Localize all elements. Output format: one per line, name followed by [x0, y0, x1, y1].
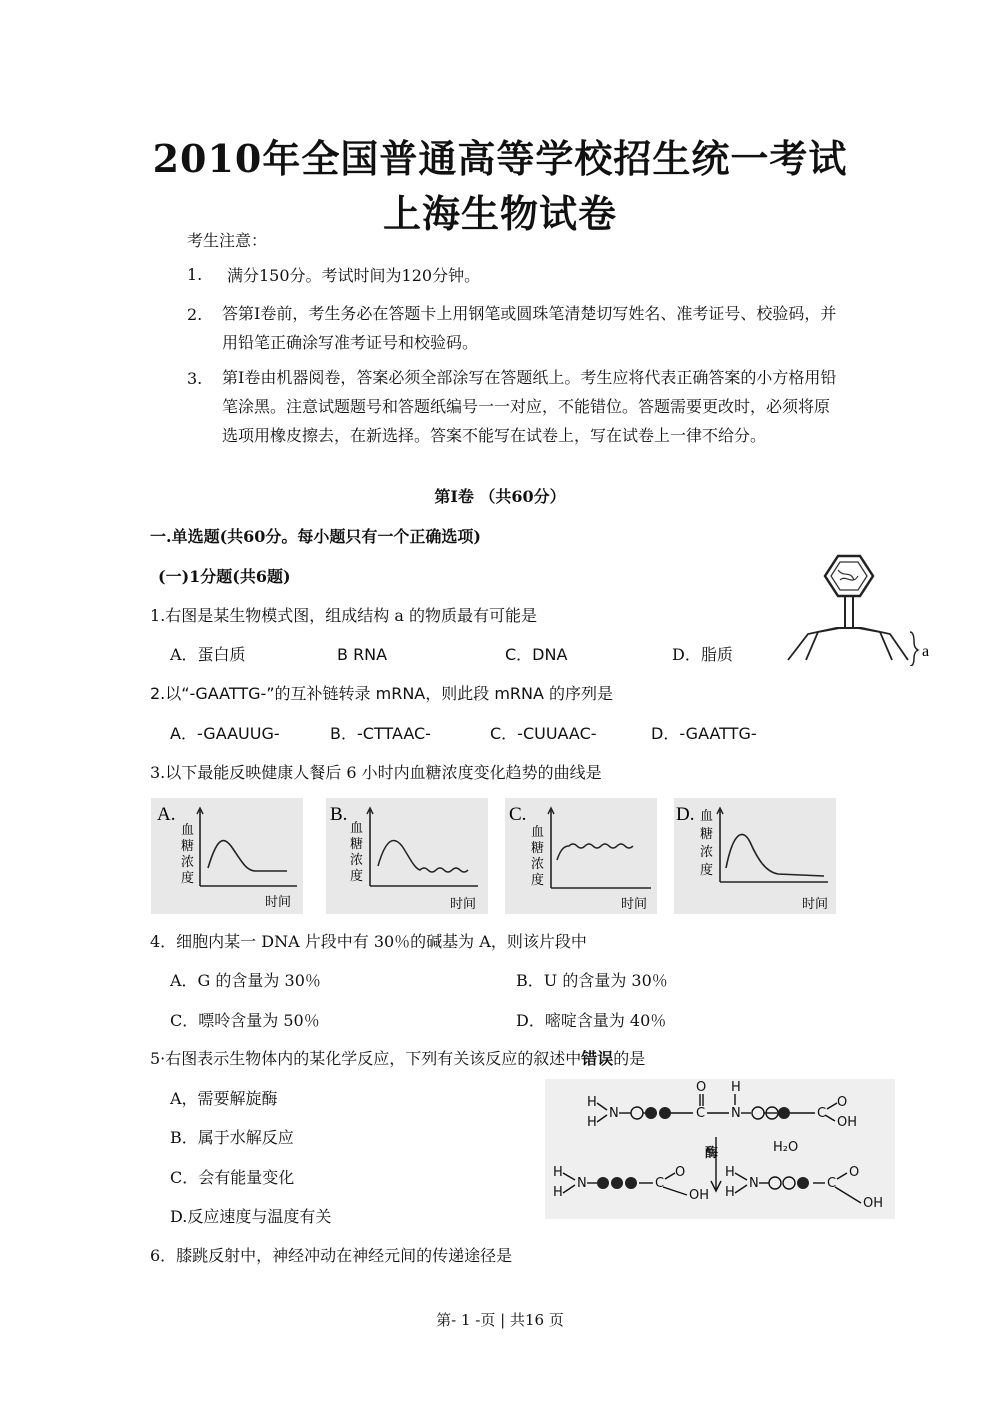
- bottom-o1: O: [675, 1165, 686, 1180]
- notice-item-1-num: 1.: [187, 265, 203, 284]
- q3-graph-d-y1: 血: [700, 809, 714, 824]
- q2-stem: 2.以“-GAATTG-”的互补链转录 mRNA，则此段 mRNA 的序列是: [150, 684, 614, 703]
- q3-graph-d: [674, 798, 836, 914]
- bottom-c1: C: [655, 1176, 665, 1191]
- page-footer: 第- 1 -页 | 共16 页: [436, 1311, 564, 1329]
- bottom-n1: N: [577, 1176, 587, 1191]
- notice-item-2-num: 2.: [187, 305, 203, 324]
- q2-option-b: B．-CTTAAC-: [330, 724, 431, 743]
- figure-label-a: a: [922, 643, 930, 660]
- bottom-o2: O: [849, 1165, 860, 1180]
- q3-graph-a-x: 时间: [265, 895, 292, 910]
- q3-graph-d-y2: 糖: [700, 827, 714, 842]
- q1-option-d: D．脂质: [672, 645, 733, 664]
- q2-option-d: D．-GAATTG-: [651, 724, 757, 743]
- q3-graph-a-y4: 度: [181, 871, 195, 886]
- q3-graph-c-x: 时间: [621, 897, 648, 912]
- bottom-oh2: OH: [863, 1196, 884, 1211]
- q5-option-d: D.反应速度与温度有关: [170, 1207, 332, 1226]
- bottom-oh1: OH: [689, 1188, 710, 1203]
- q3-graph-c-y4: 度: [531, 873, 545, 888]
- q3-graph-a: [151, 798, 303, 914]
- q5-option-a: A，需要解旋酶: [170, 1089, 278, 1108]
- q5-stem-bold: 错误: [581, 1049, 614, 1068]
- bottom-h3: H: [725, 1165, 735, 1180]
- top-o2: O: [837, 1095, 848, 1110]
- sub-title: (一)1分题(共6题): [158, 567, 291, 586]
- q1-option-a: A．蛋白质: [170, 645, 246, 664]
- notice-item-3-text: 第Ⅰ卷由机器阅卷，答案必须全部涂写在答题纸上。考生应将代表正确答案的小方格用铅笔涂黑。注意试题题号和答题纸编号一一对应，不能错位。答题需要更改时，必须将原选项用橡皮擦去，在新选择。答案不能写在试卷上，写在试卷上一律不给分。: [222, 368, 837, 445]
- q3-graph-b-y3: 浓: [350, 853, 364, 868]
- section-title: 第Ⅰ卷 （共60分）: [434, 487, 566, 506]
- q1-option-c: C．DNA: [505, 645, 568, 664]
- top-c2: C: [817, 1106, 827, 1121]
- bottom-h1: H: [553, 1165, 563, 1180]
- q5-stem-post: 的是: [613, 1049, 646, 1068]
- q3-graph-b-y2: 糖: [350, 837, 364, 852]
- top-h3: H: [731, 1080, 741, 1095]
- dipeptide-hydrolysis-figure: [545, 1079, 895, 1219]
- q5-option-c: C．会有能量变化: [170, 1168, 295, 1187]
- q3-graph-c-y1: 血: [531, 825, 545, 840]
- part-title: 一.单选题(共60分。每小题只有一个正确选项): [150, 527, 481, 546]
- q3-stem: 3.以下最能反映健康人餐后 6 小时内血糖浓度变化趋势的曲线是: [150, 763, 602, 782]
- q1-option-b: B RNA: [337, 645, 388, 664]
- q3-graph-c-y3: 浓: [531, 857, 545, 872]
- top-n2: N: [731, 1106, 741, 1121]
- top-h2: H: [587, 1115, 597, 1130]
- top-o1: O: [696, 1080, 707, 1095]
- q4-option-b: B．U 的含量为 30％: [516, 971, 668, 990]
- q4-option-c: C．嘌呤含量为 50％: [170, 1011, 320, 1030]
- bottom-h2: H: [553, 1185, 563, 1200]
- top-n1: N: [609, 1106, 619, 1121]
- notice-item-2-text: 答第Ⅰ卷前，考生务必在答题卡上用钢笔或圆珠笔清楚切写姓名、准考证号、校验码，并用铅笔正确涂写准考证号和校验码。: [222, 304, 837, 352]
- q1-stem: 1.右图是某生物模式图，组成结构 a 的物质最有可能是: [150, 606, 537, 625]
- q5-stem: [150, 1046, 645, 1072]
- notice-item-3-num: 3.: [187, 369, 203, 388]
- q3-graph-b-x: 时间: [450, 897, 477, 912]
- q3-graph-d-y3: 浓: [700, 845, 714, 860]
- top-c1: C: [696, 1106, 706, 1121]
- top-oh: OH: [837, 1115, 858, 1130]
- q4-option-a: A．G 的含量为 30％: [170, 971, 321, 990]
- q3-graph-c-y2: 糖: [531, 841, 545, 856]
- q5-option-b: B．属于水解反应: [170, 1128, 294, 1147]
- q4-option-d: D．嘧啶含量为 40％: [516, 1011, 667, 1030]
- exam-title-line2: 上海生物试卷: [382, 191, 617, 236]
- q3-graph-a-y3: 浓: [181, 855, 195, 870]
- enzyme-label: 酶: [705, 1146, 719, 1161]
- q3-graph-a-y1: 血: [181, 823, 195, 838]
- q2-option-c: C．-CUUAAC-: [490, 724, 597, 743]
- q3-graph-d-letter: D.: [676, 804, 695, 825]
- q6-stem: 6．膝跳反射中，神经冲动在神经元间的传递途径是: [150, 1246, 513, 1265]
- q3-graph-b-y1: 血: [350, 821, 364, 836]
- top-h1: H: [587, 1095, 597, 1110]
- notice-heading: 考生注意：: [187, 231, 268, 250]
- water-label: H₂O: [773, 1140, 799, 1155]
- bottom-c2: C: [827, 1176, 837, 1191]
- q5-stem-pre: 5·右图表示生物体内的某化学反应，下列有关该反应的叙述中: [150, 1049, 582, 1068]
- exam-title-line1: 2010年全国普通高等学校招生统一考试: [152, 136, 848, 181]
- bacteriophage-figure: [778, 548, 950, 666]
- q3-graph-b-letter: B.: [330, 804, 348, 825]
- q3-graph-b: [326, 798, 488, 914]
- q3-graph-d-x: 时间: [802, 897, 829, 912]
- bottom-h4: H: [725, 1185, 735, 1200]
- bottom-n2: N: [749, 1176, 759, 1191]
- q3-graph-c-letter: C.: [509, 804, 527, 825]
- q3-graph-a-letter: A.: [157, 804, 176, 825]
- notice-item-1-text: 满分150分。考试时间为120分钟。: [227, 266, 481, 285]
- q2-option-a: A．-GAAUUG-: [170, 724, 280, 743]
- q3-graph-c: [505, 798, 657, 914]
- q3-graph-b-y4: 度: [350, 869, 364, 884]
- q3-graph-d-y4: 度: [700, 863, 714, 878]
- q3-graph-a-y2: 糖: [181, 839, 195, 854]
- q4-stem: 4．细胞内某一 DNA 片段中有 30％的碱基为 A，则该片段中: [150, 932, 587, 951]
